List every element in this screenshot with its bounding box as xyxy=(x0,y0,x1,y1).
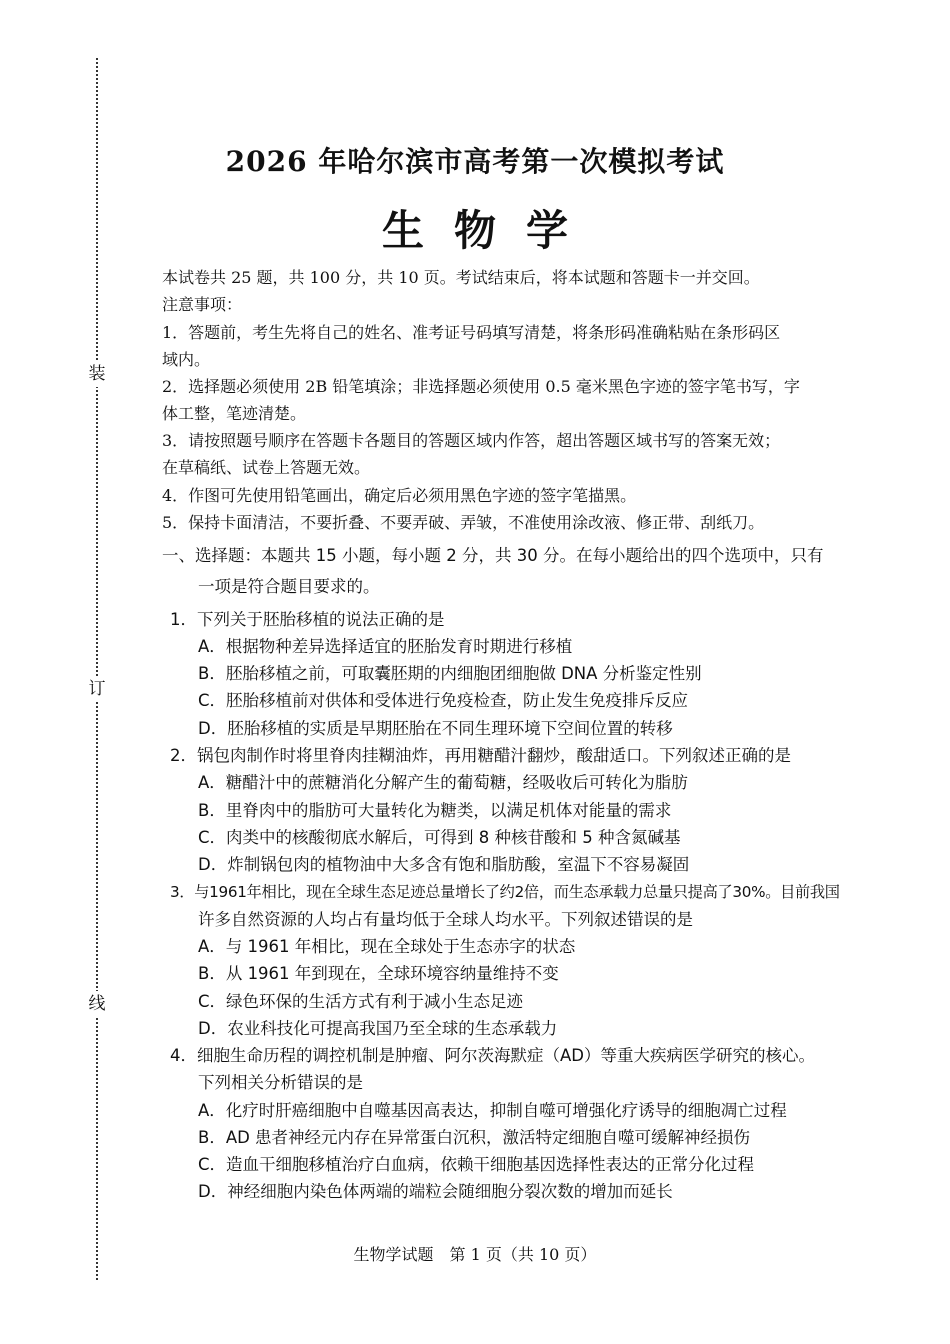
exam-intro: 本试卷共 25 题，共 100 分，共 10 页。考试结束后，将本试题和答题卡一并交回。 xyxy=(162,268,760,287)
question-1-option-c: C．胚胎移植前对供体和受体进行免疫检查，防止发生免疫排斥反应 xyxy=(198,691,689,710)
question-4-option-d: D．神经细胞内染色体两端的端粒会随细胞分裂次数的增加而延长 xyxy=(198,1182,673,1201)
question-2-option-d: D．炸制锅包肉的植物油中大多含有饱和脂肪酸，室温下不容易凝固 xyxy=(198,855,690,874)
question-3-option-d: D．农业科技化可提高我国乃至全球的生态承载力 xyxy=(198,1019,558,1038)
question-3-option-a: A．与 1961 年相比，现在全球处于生态赤字的状态 xyxy=(198,937,576,956)
notice-item: 体工整，笔迹清楚。 xyxy=(162,404,307,423)
notice-item: 3．请按照题号顺序在答题卡各题目的答题区域内作答，超出答题区域书写的答案无效； xyxy=(162,431,781,450)
binding-char-xian: 线 xyxy=(84,991,110,1017)
notice-heading: 注意事项： xyxy=(162,295,243,314)
section-heading: 一、选择题：本题共 15 小题，每小题 2 分，共 30 分。在每小题给出的四个选项中，只有 xyxy=(162,546,824,565)
subject-title: 生物学 xyxy=(381,206,598,255)
binding-char-ding: 订 xyxy=(84,676,110,702)
question-1-option-b: B．胚胎移植之前，可取囊胚期的内细胞团细胞做 DNA 分析鉴定性别 xyxy=(198,664,702,683)
question-3-option-c: C．绿色环保的生活方式有利于减小生态足迹 xyxy=(198,992,524,1011)
notice-item: 4．作图可先使用铅笔画出，确定后必须用黑色字迹的签字笔描黑。 xyxy=(162,486,637,505)
question-2-option-c: C．肉类中的核酸彻底水解后，可得到 8 种核苷酸和 5 种含氮碱基 xyxy=(198,828,681,847)
notice-item: 域内。 xyxy=(162,350,211,369)
question-2-stem: 2．锅包肉制作时将里脊肉挂糊油炸，再用糖醋汁翻炒，酸甜适口。下列叙述正确的是 xyxy=(170,746,791,765)
question-2-option-a: A．糖醋汁中的蔗糖消化分解产生的葡萄糖，经吸收后可转化为脂肪 xyxy=(198,773,688,792)
question-1-stem: 1．下列关于胚胎移植的说法正确的是 xyxy=(170,610,445,629)
question-4-stem: 4．细胞生命历程的调控机制是肿瘤、阿尔茨海默症（AD）等重大疾病医学研究的核心。 xyxy=(170,1046,815,1065)
exam-title: 2026 年哈尔滨市高考第一次模拟考试 xyxy=(225,145,725,178)
question-1-option-a: A．根据物种差异选择适宜的胚胎发育时期进行移植 xyxy=(198,637,573,656)
notice-item: 在草稿纸、试卷上答题无效。 xyxy=(162,458,371,477)
notice-item: 5．保持卡面清洁，不要折叠、不要弄破、弄皱，不准使用涂改液、修正带、刮纸刀。 xyxy=(162,513,765,532)
section-heading-cont: 一项是符合题目要求的。 xyxy=(198,577,380,596)
question-3-option-b: B．从 1961 年到现在，全球环境容纳量维持不变 xyxy=(198,964,559,983)
notice-item: 2．选择题必须使用 2B 铅笔填涂；非选择题必须使用 0.5 毫米黑色字迹的签字笔书写，字 xyxy=(162,377,800,396)
question-3-stem-cont: 许多自然资源的人均占有量均低于全球人均水平。下列叙述错误的是 xyxy=(198,910,693,929)
question-4-option-b: B．AD 患者神经元内存在异常蛋白沉积，激活特定细胞自噬可缓解神经损伤 xyxy=(198,1128,751,1147)
page-footer: 生物学试题 第 1 页（共 10 页） xyxy=(353,1245,597,1264)
notice-item: 1．答题前，考生先将自己的姓名、准考证号码填写清楚，将条形码准确粘贴在条形码区 xyxy=(162,323,781,342)
question-4-option-a: A．化疗时肝癌细胞中自噬基因高表达，抑制自噬可增强化疗诱导的细胞凋亡过程 xyxy=(198,1101,787,1120)
question-2-option-b: B．里脊肉中的脂肪可大量转化为糖类，以满足机体对能量的需求 xyxy=(198,801,672,820)
question-3-stem: 3．与1961年相比，现在全球生态足迹总量增长了约2倍，而生态承载力总量只提高了30%。目前我国 xyxy=(170,883,840,901)
binding-char-zhuang: 装 xyxy=(84,361,110,387)
question-1-option-d: D．胚胎移植的实质是早期胚胎在不同生理环境下空间位置的转移 xyxy=(198,719,673,738)
question-4-option-c: C．造血干细胞移植治疗白血病，依赖干细胞基因选择性表达的正常分化过程 xyxy=(198,1155,755,1174)
question-4-stem-cont: 下列相关分析错误的是 xyxy=(198,1073,363,1092)
